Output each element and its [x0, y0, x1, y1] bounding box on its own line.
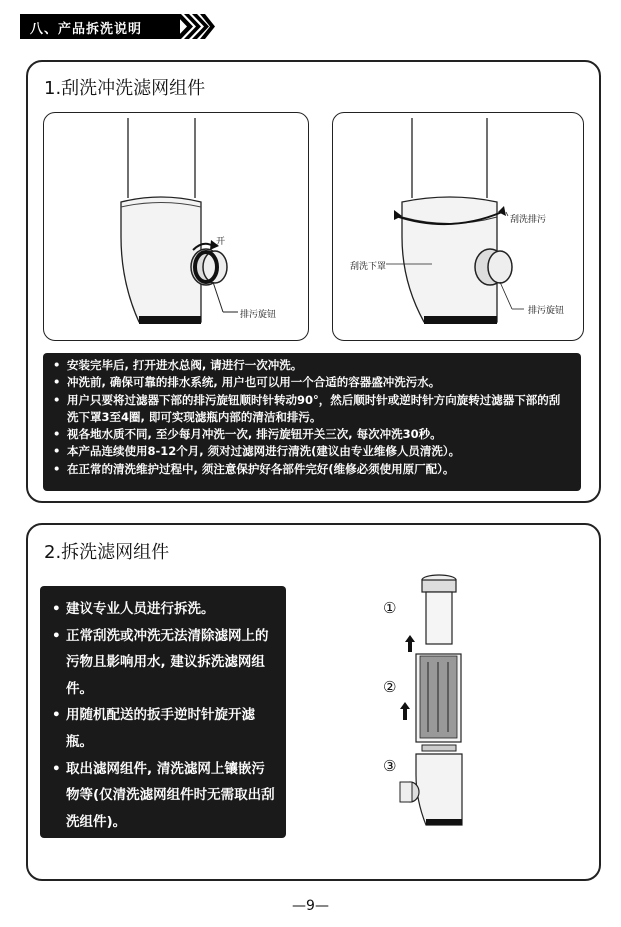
note-item: • 用随机配送的扳手逆时针旋开滤瓶。 [52, 702, 276, 755]
step-2-marker: ② [383, 678, 397, 696]
note-item: • 正常刮洗或冲洗无法清除滤网上的污物且影响用水, 建议拆洗滤网组件。 [52, 623, 276, 703]
label-scrape-cover: 刮洗下罩 [350, 262, 387, 272]
note-item: • 取出滤网组件, 清洗滤网上镶嵌污物等(仅清洗滤网组件时无需取出刮洗组件)。 [52, 756, 276, 836]
section2-title: 2.拆洗滤网组件 [44, 542, 170, 563]
notes-box-rinse [43, 353, 581, 491]
section1-title: 1.刮洗冲洗滤网组件 [44, 78, 206, 99]
note-item: • 在正常的清洗维护过程中, 须注意保护好各部件完好(维修必须使用原厂配）。 [53, 461, 571, 478]
note-item: • 冲洗前, 确保可靠的排水系统, 用户也可以用一个合适的容器盛冲洗污水。 [53, 374, 571, 391]
step-1-marker: ① [383, 599, 397, 617]
section-header-title: 八、产品拆洗说明 [30, 22, 143, 37]
page-number: —9— [292, 898, 329, 914]
label-drain-knob-right: 排污旋钮 [528, 306, 565, 316]
note-item: • 本产品连续使用8-12个月, 须对过滤网进行清洗(建议由专业维修人员清洗）。 [53, 443, 571, 460]
note-item: • 用户只要将过滤器下部的排污旋钮顺时针转动90°，然后顺时针或逆时针方向旋转过滤器下部的刮洗下罩3至4圈, 即可实现滤瓶内部的清洁和排污。 [53, 392, 571, 427]
label-open: 开 [216, 237, 226, 247]
label-scrape-drain: 刮洗排污 [510, 215, 547, 225]
notes-box-disassemble [40, 586, 286, 838]
exploded-view-illustration [380, 570, 490, 835]
header-stripes-decoration [175, 14, 215, 39]
step-3-marker: ③ [383, 757, 397, 775]
note-item: • 视各地水质不同, 至少每月冲洗一次, 排污旋钮开关三次, 每次冲洗30秒。 [53, 426, 571, 443]
note-item: • 安装完毕后, 打开进水总阀, 请进行一次冲洗。 [53, 357, 571, 374]
label-drain-knob-left: 排污旋钮 [240, 310, 277, 320]
note-item: • 建议专业人员进行拆洗。 [52, 596, 276, 623]
